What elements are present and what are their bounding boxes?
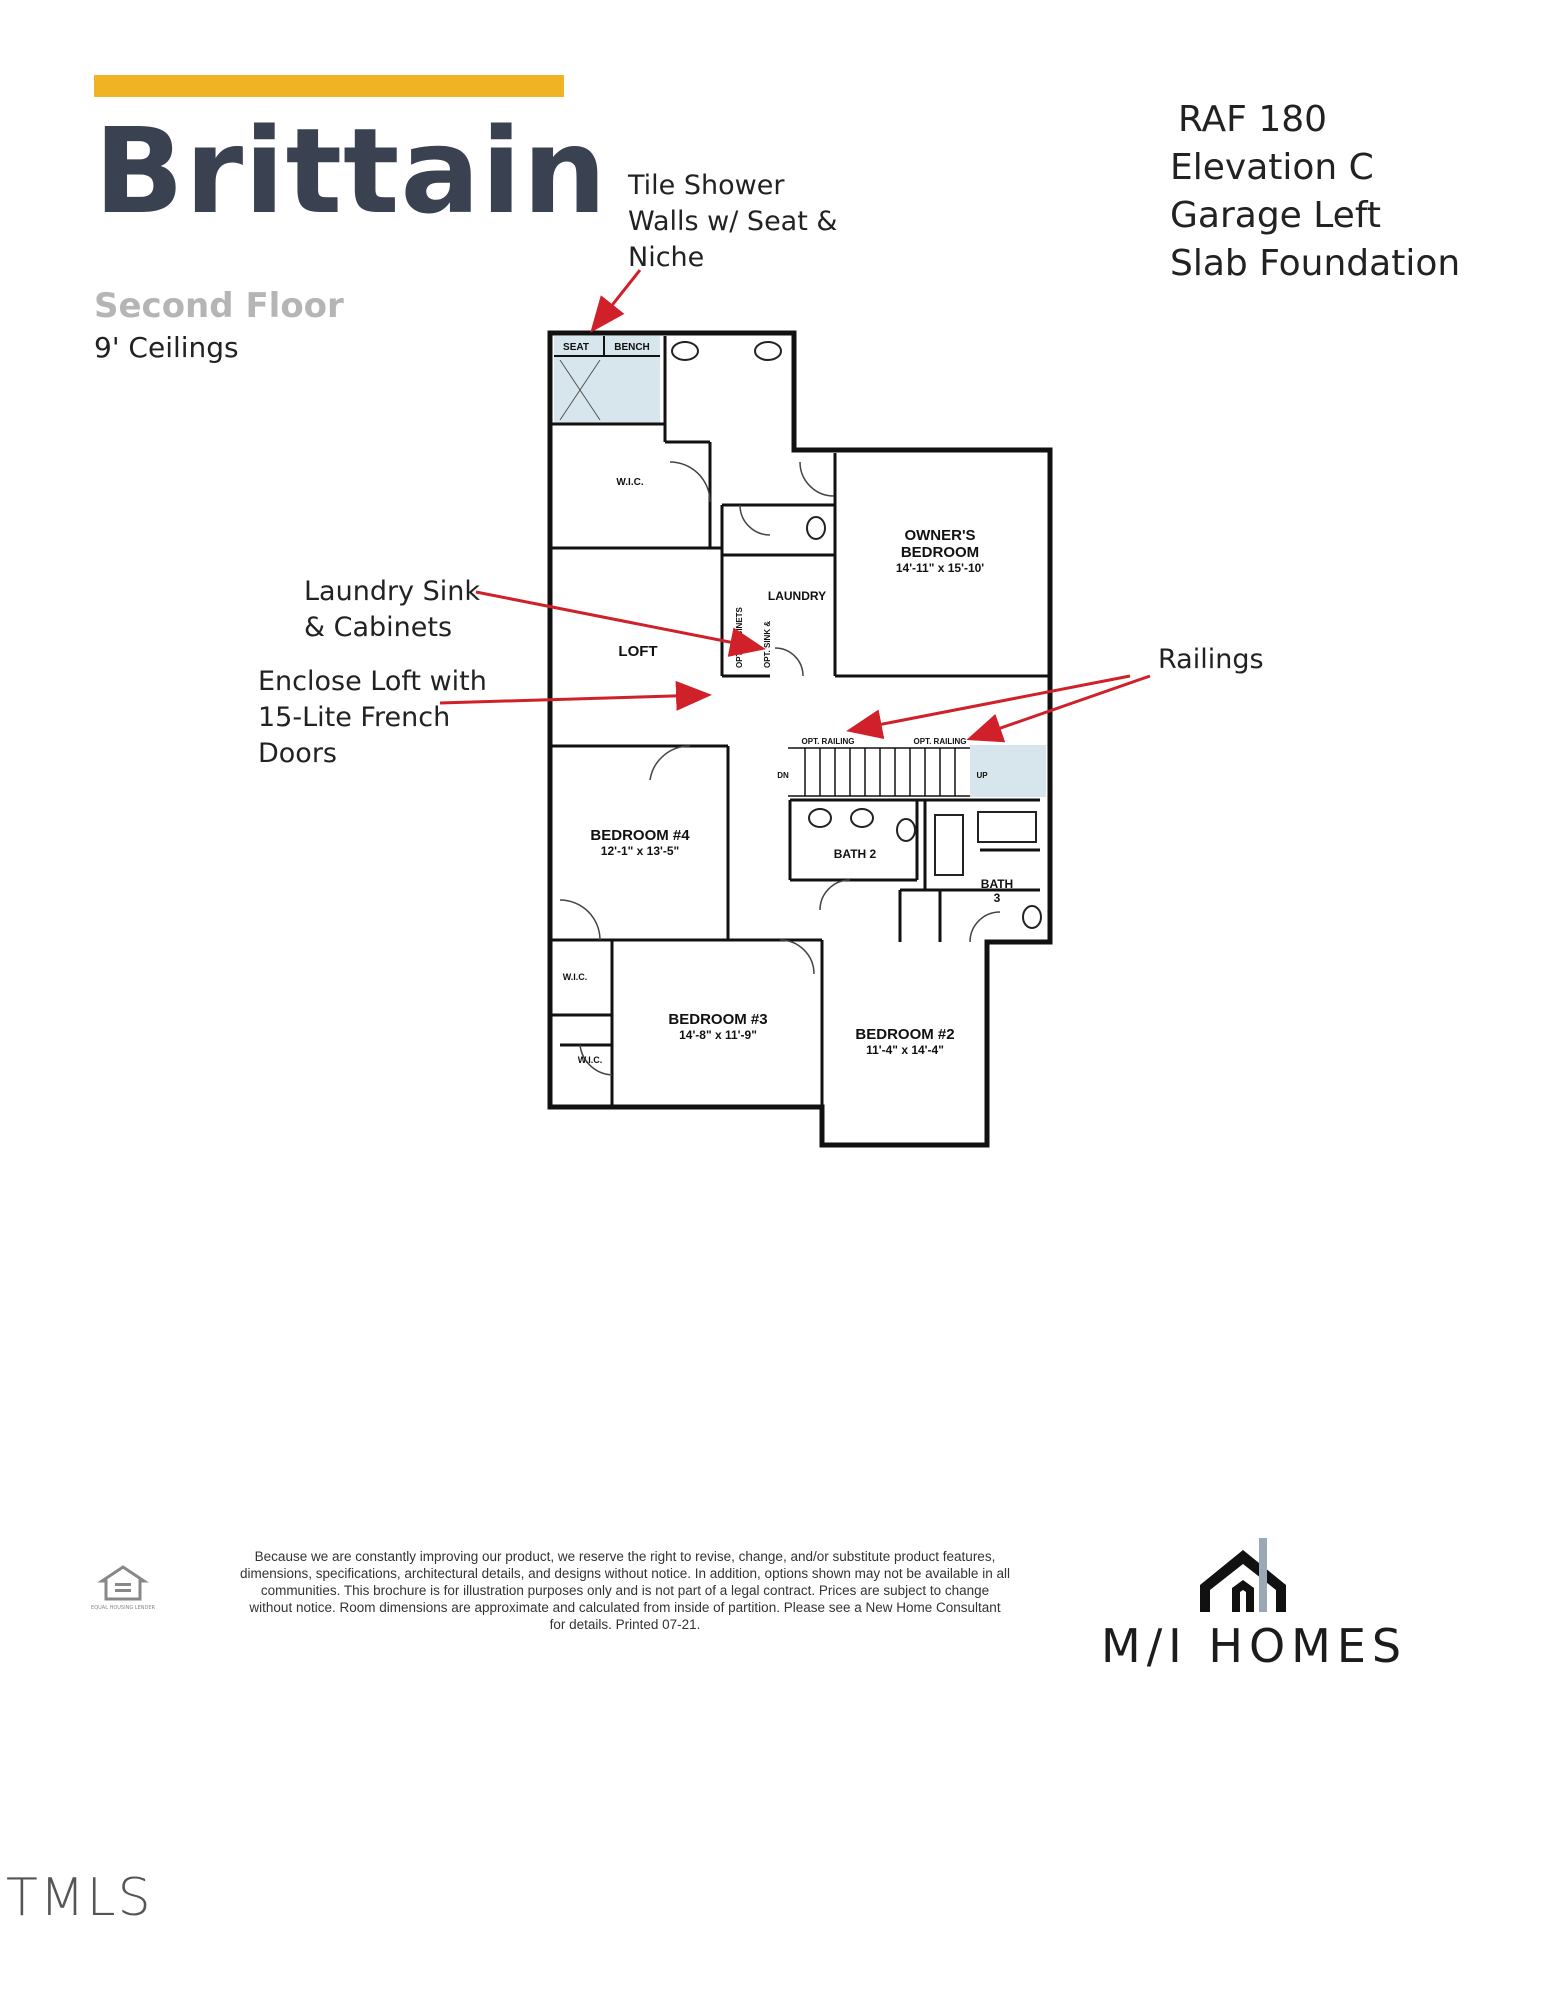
svg-text:EQUAL HOUSING LENDER: EQUAL HOUSING LENDER [91,1605,155,1611]
exterior-wall [550,333,1050,1145]
floor-subtitle: Second Floor [94,286,344,326]
bedroom-3-dimensions: 14'-8" x 11'-9" [679,1028,757,1042]
bedroom-2-dimensions: 11'-4" x 14'-4" [866,1043,944,1057]
callout-railings: Railings [1158,644,1264,675]
seat-label: SEAT [563,342,589,353]
laundry-label: LAUNDRY [767,589,827,603]
callout-shower-line: Walls w/ Seat & [628,206,838,237]
owners-bedroom-dimensions: 14'-11" x 15'-10' [895,561,985,575]
callout-laundry-line: Laundry Sink [304,576,481,607]
stair-up-label: UP [976,771,988,780]
bedroom-3-title: BEDROOM #3 [668,1011,768,1028]
plan-title: Brittain [94,102,608,240]
info-line-elevation: Elevation C [1170,147,1374,188]
bath-3-number: 3 [993,891,1001,905]
bath-3-label: BATH [980,877,1014,891]
stair-treads [788,748,970,796]
info-line-garage: Garage Left [1170,195,1381,236]
bedroom-4-title: BEDROOM #4 [590,827,690,844]
loft-label: LOFT [618,643,658,660]
bedroom-2-title: BEDROOM #2 [855,1026,955,1043]
opt-railing-label: OPT. RAILING [913,737,967,746]
info-line-model: RAF 180 [1178,99,1328,140]
owners-bedroom-title: OWNER'S [904,527,976,544]
info-line-foundation: Slab Foundation [1170,243,1461,284]
legal-disclaimer: Because we are constantly improving our product, we reserve the right to revise, change, and/or substitute product features, dimensions, specifications, architectural details, and designs without notice. In addition, options shown may not be available in all communities. This brochure is for illustration purposes only and is not part of a legal contract. Prices are subject to change without notice. Room dimensions are approximate and calculated from inside of partition. Please see a New Home Consultant for details. Printed 07-21. [240,1549,1010,1632]
callout-shower-line: Niche [628,242,705,273]
owners-bedroom-title: BEDROOM [900,544,980,561]
bedroom-3-wic-label: W.I.C. [577,1055,603,1065]
ceiling-height: 9' Ceilings [94,331,239,364]
bedroom-4-dimensions: 12'-1" x 13'-5" [600,844,680,858]
equal-housing-lender-icon [91,1563,155,1611]
owner-wic-label: W.I.C. [616,477,644,488]
bench-label: BENCH [614,342,650,353]
callout-laundry-line: & Cabinets [304,612,453,643]
callout-loft-line: Enclose Loft with [258,666,487,697]
callout-loft-line: 15-Lite French [258,702,451,733]
callout-shower-line: Tile Shower [628,170,785,201]
bath-2-label: BATH 2 [833,847,877,861]
opt-railing-label: OPT. RAILING [801,737,855,746]
mi-homes-wordmark: M/I HOMES [1101,1619,1408,1673]
bedroom-3-wic-label: W.I.C. [562,972,588,982]
opt-cabinets-label: OPT. CABINETS [735,607,744,668]
opt-sink-label: OPT. SINK & [763,620,772,668]
callout-loft-line: Doors [258,738,337,769]
interior-walls [550,336,1050,1145]
tmls-watermark: TMLS [6,1868,153,1928]
stair-down-label: DN [777,771,789,780]
